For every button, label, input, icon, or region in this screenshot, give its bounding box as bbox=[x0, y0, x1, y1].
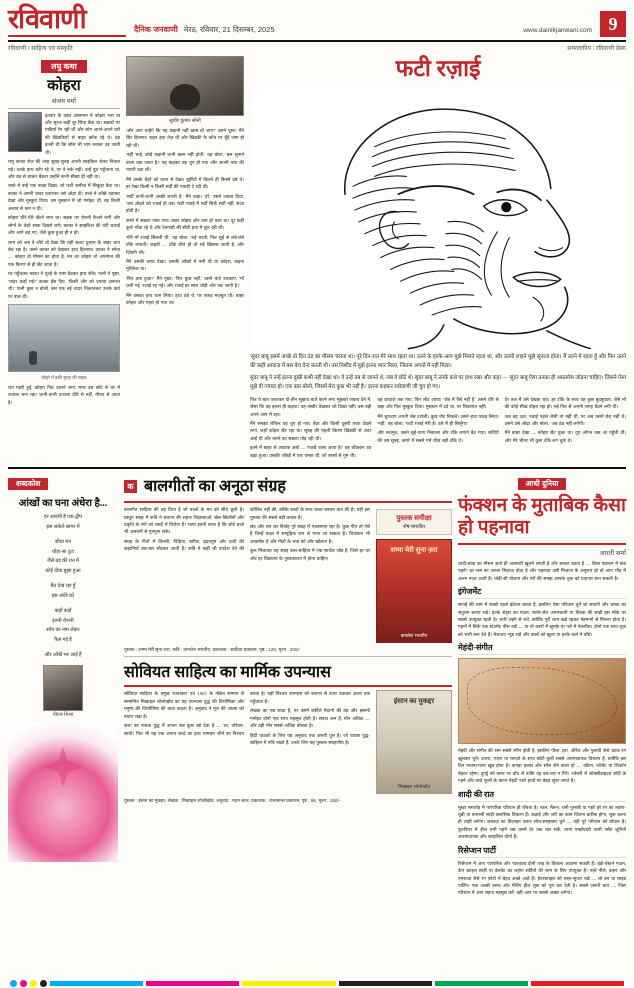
paragraph: रात गहरी हुई, कोहरा फिर उतरने लगा, मगर उस छोटे से घर में उजाला बना रहा। कभी-कभी उजाला दीये से नहीं, नीयत से आता है। bbox=[8, 385, 120, 405]
poem-column bbox=[8, 473, 118, 897]
paragraph: 'मेरी माँ रजाई सिलती थी,' वह बोला, 'रुई भरती, फिर सुई से लंबे-लंबे टाँके लगाती। कहती — टाँके ढीले हों तो रुई खिसक जाती है, और ज़िंदगी भी।' bbox=[126, 234, 244, 255]
masthead bbox=[8, 6, 626, 42]
photo-caption: कोहरे में ढकी सुबह की सड़क bbox=[41, 375, 87, 380]
book-author-2: मिखाइल शोलोखोव bbox=[398, 784, 430, 790]
paragraph: लेखक का गद्य सादा है, पर उसमें बर्फ़ीले मैदानों की ठंड और इंसानी गर्माहट दोनों एक साथ महसूस होती है। संवाद कम हैं, मौन अधिक — और वही मौन सबसे अधिक बोलता है। bbox=[250, 708, 370, 729]
feature-column-1 bbox=[250, 396, 371, 462]
paragraph: 'सुंदर बाबू इसमें अच्छे तो दिन ठंड का मौसम चलता था। पूरे दिन-रात मेरे साथ रहता था। उतने के हल्के-आप मुझे मिलते रहता था, और उतनी लाइने मुझे सुनाता होता। मैं उतने में रहता हूँ और फिर उतने की कहीं आवाज़ में बस बेच देना करती थी। उस निशीद में मुझे इतना प्यार मिला, जितना अपनों में नहीं मिला। bbox=[250, 354, 626, 369]
mid-story-column bbox=[126, 56, 244, 461]
poem-line: थोड़ा-सा टूटा bbox=[51, 549, 75, 555]
logo-rule bbox=[8, 35, 126, 37]
reg-dot-magenta bbox=[20, 980, 27, 987]
poem-line: इस अकेले सागर में bbox=[46, 524, 80, 530]
feature-lead bbox=[250, 353, 626, 392]
review-label: पुस्तक समीक्षा bbox=[396, 514, 432, 523]
reg-bar-yellow bbox=[242, 981, 335, 986]
poet-portrait bbox=[43, 665, 83, 711]
website-url[interactable]: www.dainikjanwani.com bbox=[523, 27, 592, 34]
paragraph: घर पहुँचकर काका ने चूल्हे के पास बैठकर हाथ सेंके। पत्नी ने पूछा, 'चादर कहाँ गई?' काका हँस दिए, 'किसी और को ज़्यादा ज़रूरत थी।' पत्नी कुछ न बोली, बस एक नई चादर निकालकर उनके कंधे पर डाल दी। bbox=[8, 271, 120, 299]
book-review-column bbox=[124, 473, 452, 897]
poem-line: और आँखें भर आई हैं bbox=[44, 653, 82, 659]
paragraph: मैंने बाहर देखा — कोहरा छँट चुका था। धूप आँगन तक आ पहुँची थी। और मेरे भीतर भी कुछ टाँके लग चुके थे। bbox=[504, 430, 626, 443]
review-label-box bbox=[376, 509, 452, 535]
decorative-flower-illustration bbox=[8, 722, 118, 862]
left-story-byline: संजय वर्मा bbox=[52, 97, 76, 105]
left-story-column bbox=[8, 56, 120, 461]
lower-block bbox=[8, 473, 626, 897]
fashion-subhead-4: रिसेप्शन पार्टी bbox=[458, 845, 626, 858]
masthead-subline bbox=[8, 42, 626, 52]
paragraph: 'सर्दी कभी-कभी अच्छी लगती है,' मैंने कहा। 'हाँ,' उसने जवाब दिया, 'जब ओढ़ने को रजाई हो तब। फटी रजाई में सर्दी सिर्फ़ सर्दी नहीं, सज़ा होती है।' bbox=[126, 193, 244, 214]
book-meta-2: पुस्तक : इंसान का मुकद्दर, लेखक : मिखाइल शोलोखोव, अनुवाद : मदन लाल, प्रकाशक : राजकमल प्रकाशन, पृष्ठ : 96, मूल्य : 150/- bbox=[124, 798, 341, 804]
paragraph: मैंने चुपचाप अपनी जेब टटोली। कुछ नोट निकले। उसने हाथ पकड़ लिया। 'नहीं,' वह बोला, 'फटी रजाई मेरी है। उसे मैं ही सिलूँगा।' bbox=[377, 413, 499, 426]
fashion-subhead-1: इंगेजमेंट bbox=[458, 586, 626, 599]
reg-bar-black bbox=[339, 981, 432, 986]
paragraph: सुंदर बाबू ने उन्हें इतना दुखी कभी नहीं देखा था। वे उन्हें तब से जानते थे, जब वे छोटे थे। सुंदर बाबू ने उनके कंधे पर हाथ रखा और कहा — 'सुंदर बाबू ऐसा उनका ही अफ़सोस जोड़ना चाहिए। जिसने ऐसा मुझे दी ज्यादा हो। एक बात बोलो, जिसमें मेरा कुछ भी नहीं है।' इतना कहकर रघोवाणी जी चुप हो गए। bbox=[250, 374, 626, 390]
poem-line: बैठ देख रहा हूँ bbox=[50, 584, 76, 590]
left-story-body-cont bbox=[8, 384, 120, 406]
paragraph: शाम को जब वे लौटे तो देखा कि वही बच्चा दुकान के बाहर चाय बेच रहा है। उसने काका को देखकर हाथ हिलाया। काका ने सोचा — कोहरा तो मौसम का होता है, मन का कोहरा तो अपनेपन की एक किरण से ही छँट जाता है। bbox=[8, 239, 120, 267]
divider bbox=[124, 685, 452, 687]
poem-line: फैल गई है bbox=[54, 637, 72, 643]
book-title-1: शम्मा मेरी सुना ज़रा bbox=[390, 546, 438, 555]
fashion-text-1: सगाई की शाम में सबसे पहले इंप्रेशन बनता है, इसलिए ऐसा परिधान चुनें जो सादगी और चमक का संतुलन बनाए रखे। हल्के शेड्स का गाउन, फ्लोर-लेंथ अनारकली या सिल्क की साड़ी इस मौके पर सबसे उपयुक्त रहती है। भारी लहंगे से बचें, क्योंकि पूरी शाम खड़े रहकर मेहमानों से मिलना होता है। गहनों में सिर्फ़ एक स्टेटमेंट पीस रखें — या तो कानों में झुमके या गले में नेकपीस। दोनों एक साथ लुक को भारी बना देते हैं। मेकअप न्यूड रखें और बालों को खुला या हल्के कर्ल में बाँधें। bbox=[458, 602, 626, 637]
divider bbox=[124, 501, 452, 503]
story-photo bbox=[8, 304, 120, 372]
masthead-center bbox=[134, 24, 515, 37]
paragraph: 'और आप चाहेंगे कि यह कहानी यहीं खत्म हो जाए?' उसने पूछा। मैंने सिर हिलाया। बाहर हवा तेज़ थी और खिड़की के काँच पर बूँदें जमा हो रही थीं। bbox=[126, 128, 244, 148]
feature-headline: फटी रज़ाई bbox=[395, 56, 481, 81]
left-kicker: लघु कथा bbox=[41, 60, 87, 73]
fashion-intro: शादी-ब्याह का मौसम आते ही अलमारी खुलने लगती है और सवाल उठता है — किस फंक्शन में क्या पहनें? हर रस्म का अपना मिज़ाज होता है और पहनावा उसी मिज़ाज के अनुरूप हो तो आप भीड़ में अलग नज़र आती हैं। थोड़ी-सी योजना और रंगों की समझ आपके लुक को यादगार बना सकती है। bbox=[458, 560, 626, 581]
reviewer-name: शेष रामजीत bbox=[403, 524, 425, 530]
masthead-right-note: सम्पादकीय : रविवाणी डेस्क bbox=[567, 46, 626, 52]
poem-line: कहाँ कहाँ bbox=[54, 609, 72, 615]
reg-dot-black bbox=[40, 980, 47, 987]
poem-line: इस अंधेरे को bbox=[51, 593, 75, 599]
portrait-line-art bbox=[250, 82, 626, 350]
poem-line: इतनी रोशनी bbox=[52, 618, 74, 624]
reg-bar-red bbox=[531, 981, 624, 986]
poem-body bbox=[8, 513, 118, 661]
section-divider bbox=[8, 467, 626, 469]
fashion-text-3: मुख्य समारोह में पारंपरिक परिधान ही जँचता है। लाल, मैरून, रानी गुलाबी या गहरे हरे रंग का लहंगा-चुन्नी या बनारसी साड़ी क्लासिक विकल्प हैं। कढ़ाई और ज़री का काम जितना बारीक होगा, लुक उतना ही शाही लगेगा। ब्लाउज़ का डिज़ाइन ज़रूर सोच-समझकर चुनें — वही पूरे परिधान को बाँधता है। फुटवियर में हील तभी पहनें जब उसमें देर तक चल सकें, वरना एम्ब्रॉयडरी वाली फ्लैट जूतियाँ आरामदायक और स्टाइलिश दोनों हैं। bbox=[458, 804, 626, 840]
paragraph: कोहरा धीरे-धीरे छँटने लगा था। सड़क पर रोशनी फैलने लगी और लोगों के चेहरे साफ़ दिखने लगे। काका ने साइकिल की घंटी बजाई और आगे बढ़ गए, जैसे कुछ हुआ ही न हो। bbox=[8, 215, 120, 236]
paragraph: रामू काका रोज़ की तरह सुबह-सुबह अपनी साइकिल लेकर निकल पड़े। उनके हाथ काँप रहे थे, पर वे रुके नहीं। उन्हें दूध पहुँचाना था, और ठंड से डरकर बैठना उन्होंने कभी सीखा ही नहीं था। bbox=[8, 159, 120, 179]
paragraph: 'फिर क्या हुआ?' मैंने पूछा। 'फिर कुछ नहीं,' उसने कंधे उचकाए, 'माँ चली गई, रजाई रह गई। और रजाई हर साल थोड़ी और फट जाती है।' bbox=[126, 275, 244, 289]
paragraph: देर तक मैं उसे देखता रहा। हर टाँके के साथ वह कुछ बुदबुदाता, जैसे माँ की कोई सीख दोहरा रहा हो। रुई फिर से अपनी जगह बैठने लगी थी। bbox=[504, 396, 626, 410]
review-2-body bbox=[124, 690, 370, 794]
paragraph: कमरे में सन्नाटा पसर गया। बाहर कोहरा और घना हो चला था। दूर कहीं कुत्ते भौंक रहे थे और रेलगाड़ी की सीटी हवा में घुल रही थी। bbox=[126, 217, 244, 231]
poem-line: हर आदमी है एक द्वीप bbox=[43, 515, 83, 521]
feature-column-3 bbox=[505, 396, 626, 462]
logo-text: रविवाणी bbox=[8, 4, 86, 34]
paragraph: इतवार के वक्त आसमान में कोहरा भरा था और सूरज कहीं दूर छिपा बैठा था। सड़कों पर गाड़ियाँ रेंग रही थीं और लोग अपने-अपने घरों की खिड़कियों से बाहर झाँक रहे थे। ठंड इतनी थी कि साँस भी भाप बनकर उड़ जाती थी। bbox=[45, 112, 120, 155]
reg-bar-cyan bbox=[50, 981, 143, 986]
divider bbox=[124, 656, 452, 657]
masthead-left-note: रविवाणी / साहित्य एवं संस्कृति bbox=[8, 46, 73, 52]
reg-dot-cyan bbox=[10, 980, 17, 987]
publication-logo bbox=[8, 6, 126, 37]
edition-info: मेरठ, रविवार, 21 दिसम्बर, 2025 bbox=[183, 25, 275, 34]
poem-line: जैसे ठंड की रात में bbox=[47, 559, 79, 565]
contributor-photo bbox=[126, 56, 244, 116]
paragraph: जब वह उठा, रजाई पहले जैसी तो नहीं थी, पर अब उसमें छेद नहीं थे। उसने उसे ओढ़ा और बोला, 'अब ठंड नहीं लगेगी।' bbox=[504, 413, 626, 426]
divider bbox=[8, 108, 120, 109]
fashion-byline: आरती शर्मा bbox=[599, 549, 626, 557]
poem-line: कोई दीया बुझा हुआ bbox=[45, 568, 81, 574]
poem-line: सोच का नाम लेकर bbox=[46, 628, 80, 634]
reg-dot-yellow bbox=[30, 980, 37, 987]
review-1-sidebar bbox=[376, 506, 452, 643]
contributor-name: सुधीर कुमार सोनी bbox=[169, 118, 201, 124]
left-story-body bbox=[8, 112, 120, 301]
paragraph: हिंदी पाठकों के लिए यह अनुवाद एक ज़रूरी पुल है। जो पाठक युद्ध-साहित्य में रुचि रखते हैं, उनके लिए यह पुस्तक संग्रहणीय है। bbox=[250, 732, 370, 746]
reg-bar-green bbox=[435, 981, 528, 986]
paragraph: कुल मिलाकर यह संग्रह बाल-साहित्य में एक सार्थक जोड़ है, जिसे हर घर और हर विद्यालय के पुस्तकालय में होना चाहिए। bbox=[250, 548, 370, 561]
paragraph: छंद और लय का निर्वाह पूरे संग्रह में एकसमान रहा है। कुछ गीत तो ऐसे हैं जिन्हें कक्षा में सामूहिक रूप से गाया जा सकता है। चित्रांकन भी आकर्षक है और गीतों के भाव को और खोलता है। bbox=[250, 524, 370, 544]
paragraph: कथा का नायक युद्ध में अपना सब कुछ खो देता है — घर, परिवार, साथी। फिर भी वह एक अनाथ बच्चे का हाथ थामकर जीने का निश्चय करता है। यही निश्चय उपन्यास को करुणा से ऊपर उठाकर आशा तक पहुँचाता है। bbox=[124, 691, 370, 736]
fashion-kicker: आधी दुनिया bbox=[518, 478, 567, 490]
mid-story-body bbox=[126, 127, 244, 307]
fashion-text-2: मेहंदी और संगीत की रस्म सबसे रंगीन होती है, इसलिए पीला, हरा, ऑरेंज और गुलाबी जैसे चटक रंग खुलकर चुनें। शरारा, गरारा या प्लाज़ो के साथ छोटी कुर्ती सबसे आरामदायक विकल्प है, क्योंकि इस दिन नाचना-गाना खूब होता है। कपड़ा हल्का और साँस लेने वाला हो — कॉटन, जॉर्जेट या शिफॉन बेहतर रहेगा। दुपट्टे को कमर पर बाँध लें ताकि वह बार-बार न गिरे। ज्वेलरी में ऑक्सीडाइज़्ड चाँदी के गहने और ताज़े फूलों के कंगन मेहंदी वाले हाथों पर बेहद सुंदर लगते हैं। bbox=[458, 748, 626, 784]
book-cover-2 bbox=[376, 690, 452, 794]
book-title-2: इंसान का मुकद्दर bbox=[393, 697, 435, 706]
paragraph: मैंने उसके चेहरे को ध्यान से देखा। झुर्रियों में कितने ही किस्से दबे थे। हर रेखा किसी न किसी सर्दी की गवाही दे रही थी। bbox=[126, 176, 244, 190]
paragraph: रास्ते में उन्हें एक बच्चा दिखा, जो फटी कमीज़ में सिकुड़ा बैठा था। काका ने अपनी चादर उतारकर उसे ओढ़ा दी। बच्चे ने आँखें उठाकर देखा और मुस्कुरा दिया। उस मुस्कान में जो गर्माहट थी, वह किसी अलाव से कम न थी। bbox=[8, 183, 120, 211]
review-2 bbox=[124, 690, 452, 794]
fashion-headline: फंक्शन के मुताबिक कैसा हो पहनावा bbox=[458, 495, 626, 538]
author-portrait bbox=[8, 112, 42, 152]
paper-name: दैनिक जनवाणी bbox=[134, 25, 178, 34]
fashion-column bbox=[458, 473, 626, 897]
feature-column-2 bbox=[377, 396, 498, 462]
paragraph: मैंने उसकी तरफ़ देखा। उसकी आँखों में नमी थी या कोहरा, कहना मुश्किल था। bbox=[126, 259, 244, 272]
poet-name: नीरज मिश्रा bbox=[52, 711, 74, 718]
book-meta-1: पुस्तक : शम्मा मेरी सुना ज़रा, कवि : कमलेश भारतीय, प्रकाशक : सर्वोदय प्रकाशन, पृष्ठ : 120, मूल्य : 200/- bbox=[124, 647, 301, 653]
review-headline-1: बालगीतों का अनूठा संग्रह bbox=[144, 478, 286, 496]
poem-title: आंखों का घना अंधेरा है... bbox=[18, 498, 108, 510]
henna-photo bbox=[458, 658, 626, 744]
left-story-title: कोहरा bbox=[47, 78, 81, 94]
review-1 bbox=[124, 506, 452, 643]
caricature-illustration bbox=[250, 82, 626, 350]
paragraph: मैंने समझा लेकिन वह चुप हो गया, बैठा और किसी दूसरी तरफ़ देखने लगा, जहाँ कोहरा छँट रहा था। सुबह की पहली किरण खिड़की से अंदर आई थी और कमरे का सन्नाटा तोड़ रही थी। bbox=[250, 420, 372, 441]
poem-line: सीधा मन bbox=[54, 540, 72, 546]
paragraph: बालगीत साहित्य की वह विधा है जो बच्चों के मन को सीधे छूती है। प्रस्तुत संग्रह में कवि ने बचपन की सहज जिज्ञासाओं, खेल-खिलौनों और प्रकृति के रंगों को शब्दों में पिरोया है। भाषा इतनी सरल है कि छोटे बच्चे भी आसानी से गुनगुना सकें। bbox=[124, 507, 244, 535]
review-2-sidebar bbox=[376, 690, 452, 794]
paragraph: 'नहीं भाई, कोई कहानी कभी खत्म नहीं होती,' वह बोला, 'बस सुनाने वाला थक जाता है।' यह कहकर वह चुप हो गया और अपनी चाय की प्याली उठा ली। bbox=[126, 152, 244, 173]
paragraph: मैंने उसका हाथ थाम लिया। हाथ ठंडे थे, पर पकड़ मज़बूत थी। बाहर कोहरा और गहरा हो गया था। bbox=[126, 292, 244, 306]
fashion-text-4: रिसेप्शन में आप पारंपरिक और पाश्चात्य दोनों तरह के विकल्प आज़मा सकती हैं। इंडो-वेस्टर्न गाउन, केप स्टाइल साड़ी या वेलवेट का लहंगा सर्दियों की शाम के लिए उपयुक्त है। गहरे नीले, वाइन और एमराल्ड जैसे रंग फ़ोटो में बेहद अच्छे आते हैं। हेयरस्टाइल को साफ़-सुथरा रखें — लो बन या साइड पार्टिंग। एक अच्छी क्लच और मैचिंग हील लुक को पूरा कर देती है। सबसे ज़रूरी बात — जिस परिधान में आप सहज महसूस करें, वही आप पर सबसे अच्छा लगेगा। bbox=[458, 860, 626, 896]
book-cover-1 bbox=[376, 539, 452, 643]
paragraph: फिर वे बात पलटकर दो-तीन सुझाव बातें करने लगा मुझको जवाब देने में, जैसा कि वह इतना ही कहता। वह तस्वीर देखकर जो दिखा नहीं। बस वही अपने आप में रहा। bbox=[250, 396, 372, 417]
paragraph: इतने में बाहर से आवाज़ आई — 'रजाई वाला आया है!' वह चौंककर उठ खड़ा हुआ। उसकी आँखों में एक चमक थी, जो बरसों से गुम थी। bbox=[250, 445, 372, 458]
fashion-subhead-3: शादी की रात bbox=[458, 789, 626, 802]
feature-columns bbox=[250, 396, 626, 462]
divider bbox=[458, 543, 626, 545]
paragraph: सोवियत साहित्य के प्रमुख रचनाकार एवं 1965 के नोबेल सम्मान से सम्मानित मिखाइल शोलोखोव का यह उपन्यास युद्ध की विभीषिका और मनुष्य की जिजीविषा की कथा कहता है। अनुवाद ने मूल की आत्मा को बचाए रखा है। bbox=[124, 691, 244, 719]
paragraph: संग्रह के गीतों में तितली, चिड़िया, बारिश, इंद्रधनुष और दादी की कहानियाँ बार-बार लौटकर आती हैं। कवि ने कहीं भी उपदेश देने की कोशिश नहीं की, बल्कि बच्चों के साथ बच्चा बनकर बात की है। यही इस पुस्तक की सबसे बड़ी ताकत है। bbox=[124, 507, 370, 552]
fashion-subhead-2: मेहंदी-संगीत bbox=[458, 642, 626, 655]
color-registration-bar bbox=[0, 978, 634, 988]
feature-article bbox=[250, 56, 626, 461]
paragraph: वह दरवाज़े तक गया, फिर लौट आया। 'जेब में पैसे नहीं हैं,' उसने धीरे से कहा और फिर मुस्कुरा दिया। मुस्कान में दर्द था, पर शिकायत नहीं। bbox=[377, 396, 499, 410]
review-1-body bbox=[124, 506, 370, 643]
paragraph: और सचमुच, उसने सुई-धागा निकाला और टाँके लगाने बैठ गया। सर्दियों की उस सुबह, कमरे में सबसे गर्म चीज़ वही टाँके थे। bbox=[377, 430, 499, 443]
review-headline-2: सोवियत साहित्य का मार्मिक उपन्यास bbox=[124, 664, 331, 682]
book-author-1: कमलेश भारतीय bbox=[400, 633, 428, 639]
poem-kicker: शब्दकोश bbox=[8, 478, 48, 490]
section-badge: क bbox=[124, 480, 137, 493]
top-block bbox=[8, 56, 626, 461]
page-number: 9 bbox=[600, 11, 626, 37]
reg-bar-magenta bbox=[146, 981, 239, 986]
